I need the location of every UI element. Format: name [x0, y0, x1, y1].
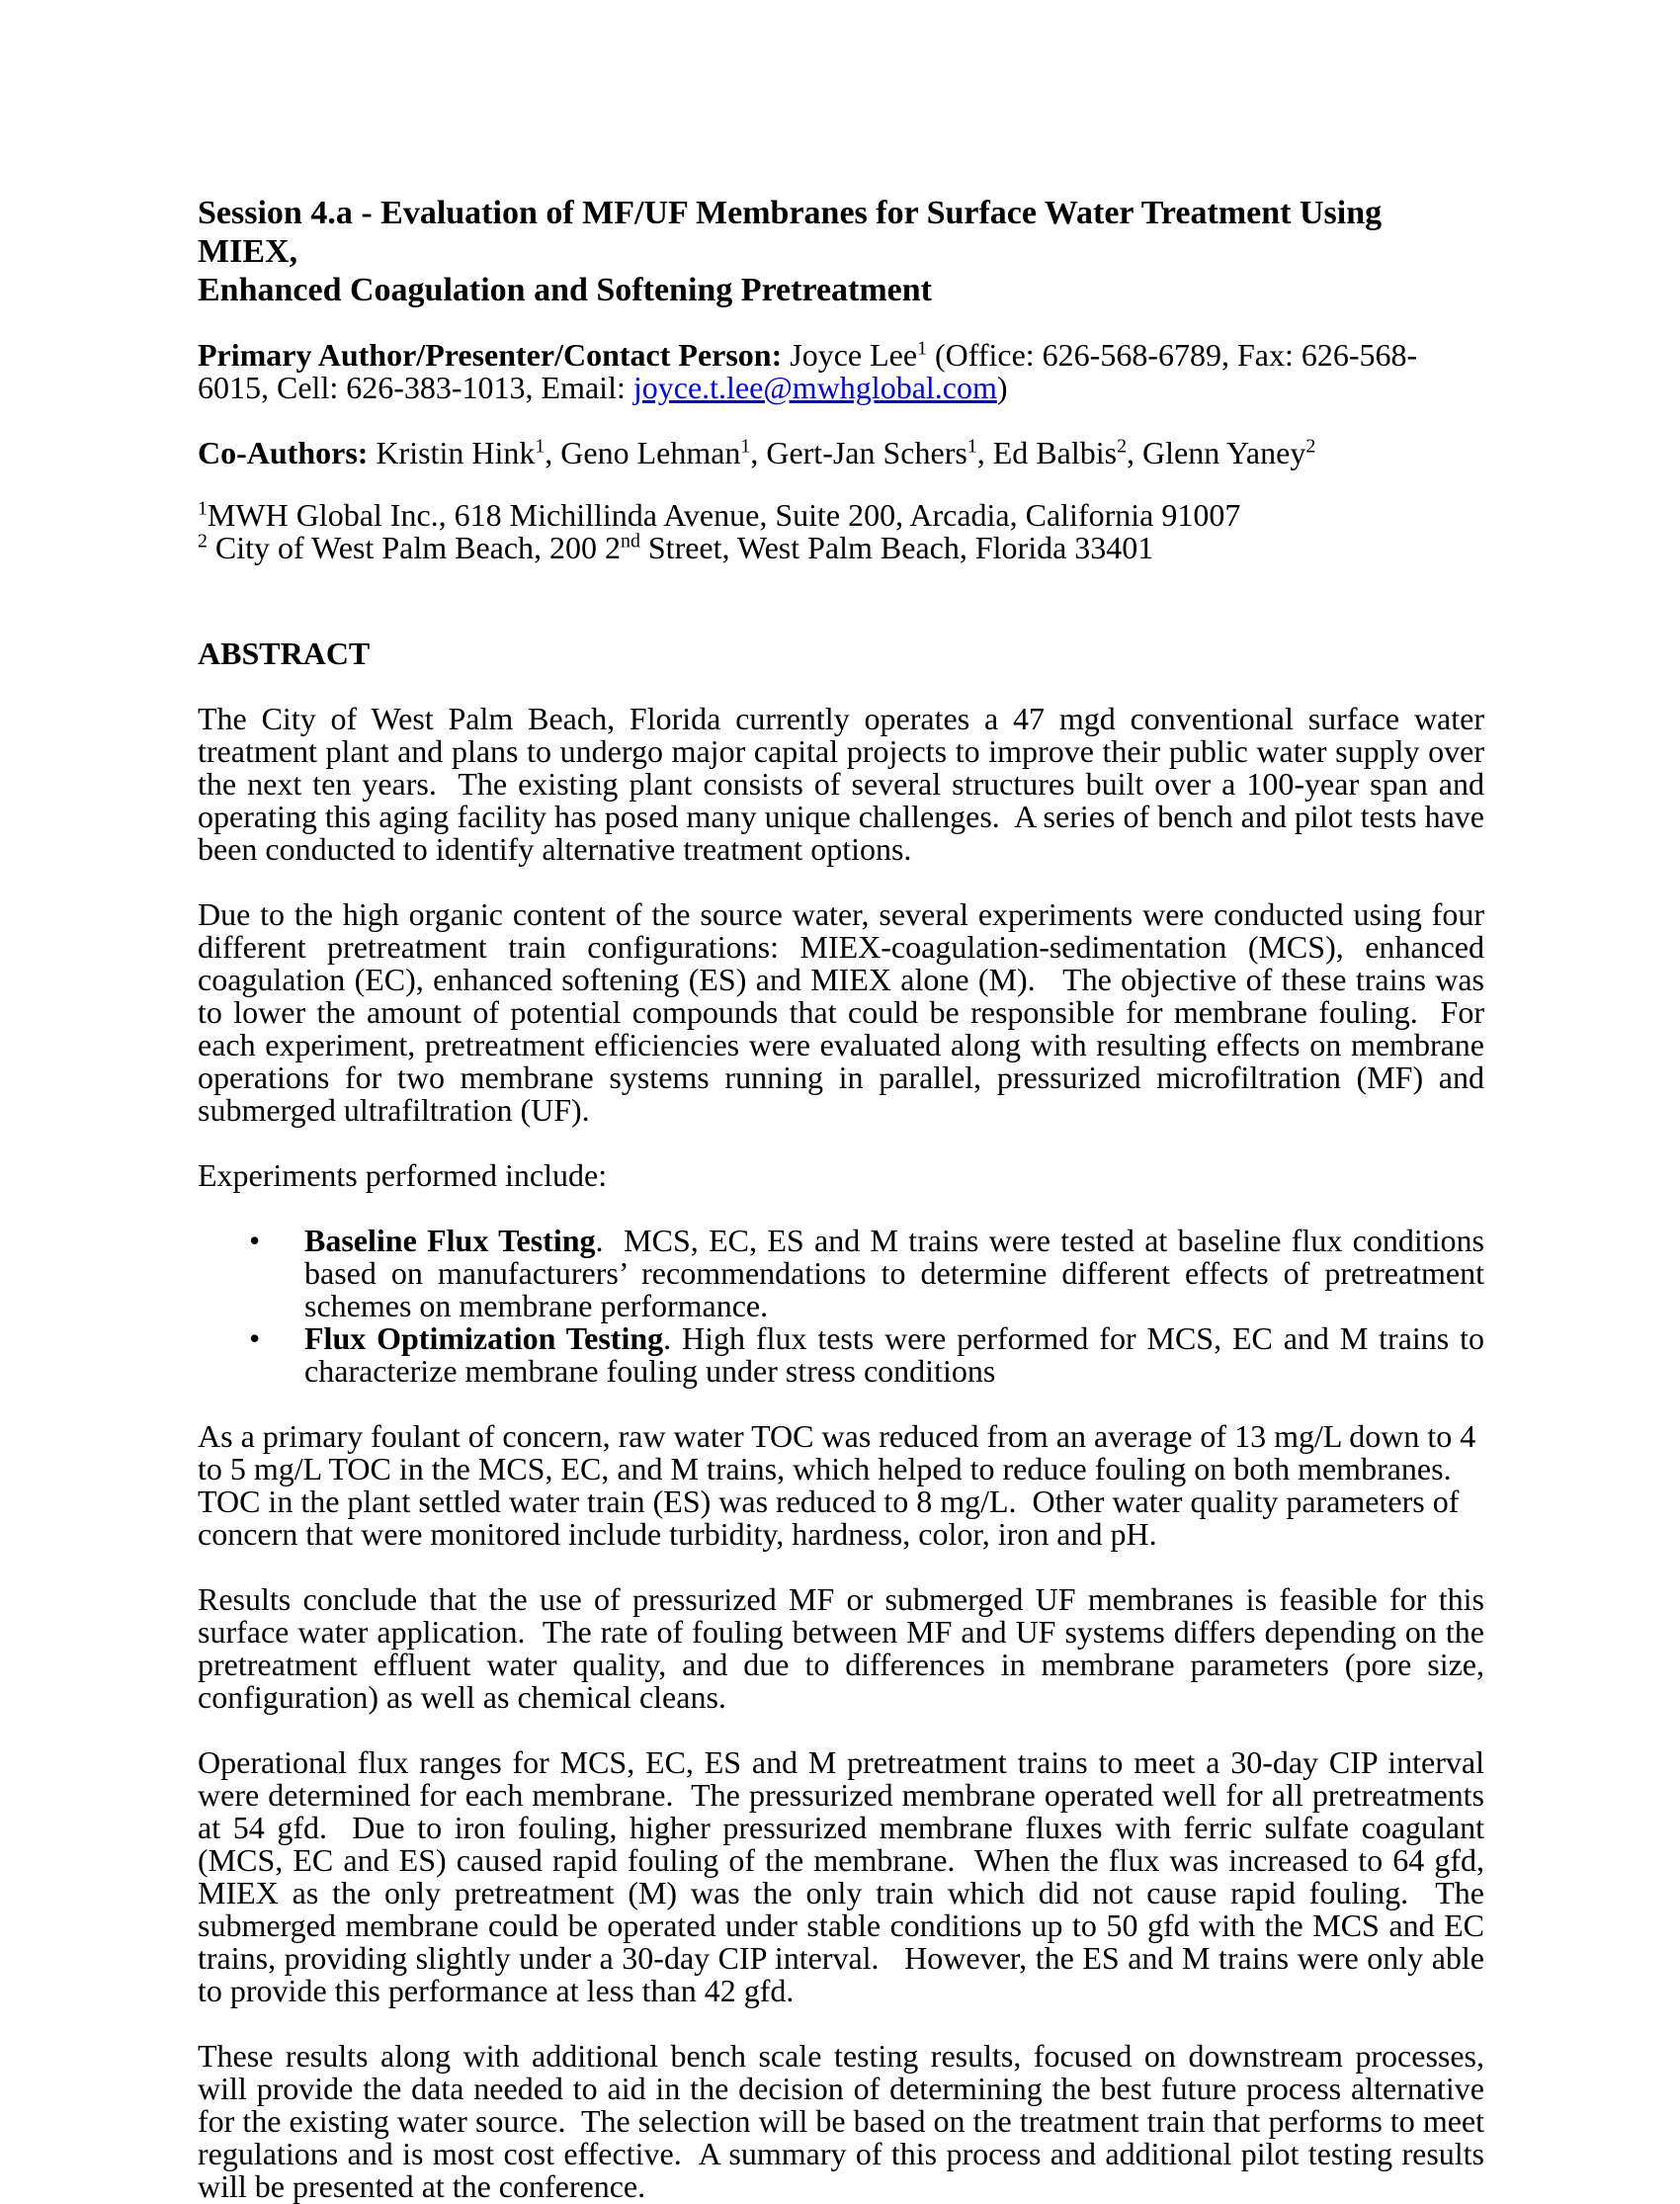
coauthor-name: , Geno Lehman [545, 435, 741, 470]
affiliation-1-superscript: 1 [198, 497, 208, 520]
coauthors-paragraph [198, 437, 1484, 469]
coauthor-name: , Glenn Yaney [1126, 435, 1306, 470]
document-title [198, 194, 1484, 309]
bullet-item-2-bold-lead: Flux Optimization Testing [304, 1320, 664, 1356]
abstract-paragraph-7: These results along with additional bench scale testing results, focused on downstream processes, will provide the data needed to aid in the decision of determining the best future process alternative for the existing water source. The selection will be based on the treatment train that performs to meet regulations and is most cost effective. A summary of this process and additional pilot testing results will be presented at the conference. [198, 2038, 1492, 2204]
bullet-item-baseline-flux [198, 1223, 1493, 1323]
affiliation-2 [198, 530, 1153, 565]
affiliation-2-ordinal-superscript: nd [621, 530, 640, 552]
experiments-intro: Experiments performed include: [198, 1157, 608, 1193]
bullet-item-1-bold-lead: Baseline Flux Testing [304, 1223, 596, 1258]
bullet-item-flux-optimization [198, 1320, 1493, 1389]
coauthor-superscript: 1 [535, 435, 546, 458]
primary-author-name: Joyce Lee [782, 337, 918, 373]
coauthor-name: , Ed Balbis [976, 435, 1118, 470]
coauthor-superscript: 2 [1117, 435, 1127, 458]
affiliation-1 [198, 497, 1240, 533]
bullet-item-2-text: . High flux tests were performed for MCS, EC and M trains to characterize membrane fouling under stress conditions [304, 1320, 1493, 1389]
affiliations-block [198, 499, 1484, 564]
email-link[interactable]: joyce.t.lee@mwhglobal.com [632, 370, 997, 405]
affiliation-2-superscript: 2 [198, 530, 208, 552]
abstract-paragraph-6: Operational flux ranges for MCS, EC, ES and M pretreatment trains to meet a 30-day CIP interval were determined for each membrane. The pressurized membrane operated well for all pretreatments at 54 gfd. Due to iron fouling, higher pressurized membrane fluxes with ferric sulfate coagulant (MCS, EC and ES) caused rapid fouling of the membrane. When the flux was increased to 64 gfd, MIEX as the only pretreatment (M) was the only train which did not cause rapid fouling. The submerged membrane could be operated under stable conditions up to 50 gfd with the MCS and EC trains, providing slightly under a 30-day CIP interval. However, the ES and M trains were only able to provide this performance at less than 42 gfd. [198, 1744, 1492, 2008]
page-content [198, 194, 1493, 2204]
affiliation-1-text: MWH Global Inc., 618 Michillinda Avenue, Suite 200, Arcadia, California 91007 [207, 497, 1241, 533]
document-title-line2: Enhanced Coagulation and Softening Pretreatment [198, 272, 933, 308]
experiments-bullet-list [198, 1223, 1493, 1389]
primary-author-paragraph [198, 339, 1484, 404]
abstract-paragraph-1: The City of West Palm Beach, Florida currently operates a 47 mgd conventional surface water treatment plant and plans to undergo major capital projects to improve their public water supply over the next ten years. The existing plant consists of several structures built over a 100-year span and operating this aging facility has posed many unique challenges. A series of bench and pilot tests have been conducted to identify alternative treatment options. [198, 701, 1492, 867]
document-title-line1: Session 4.a - Evaluation of MF/UF Membranes for Surface Water Treatment Using MIEX, [198, 195, 1383, 270]
bullet-marker-icon: • [249, 1223, 261, 1258]
primary-author-label: Primary Author/Presenter/Contact Person: [198, 337, 783, 373]
abstract-paragraph-2: Due to the high organic content of the source water, several experiments were conducted using four different pretreatment train configurations: MIEX-coagulation-sedimentation (MCS), enhanced coagulation (EC), enhanced softening (ES) and MIEX alone (M). The objective of these trains was to lower the amount of potential compounds that could be responsible for membrane fouling. For each experiment, pretreatment efficiencies were evaluated along with resulting effects on membrane operations for two membrane systems running in parallel, pressurized microfiltration (MF) and submerged ultrafiltration (UF). [198, 896, 1492, 1128]
coauthor-superscript: 2 [1305, 435, 1316, 458]
primary-author-contact-close: ) [996, 370, 1008, 405]
coauthor-name: Kristin Hink [368, 435, 536, 470]
coauthors-label: Co-Authors: [198, 435, 369, 470]
affiliation-2-text-after: Street, West Palm Beach, Florida 33401 [639, 530, 1154, 565]
coauthor-superscript: 1 [966, 435, 977, 458]
abstract-heading: ABSTRACT [198, 636, 371, 671]
abstract-paragraph-4: As a primary foulant of concern, raw water TOC was reduced from an average of 13 mg/L down to 4 to 5 mg/L TOC in the MCS, EC, and M trains, which helped to reduce fouling on both membranes. TOC in the plant settled water train (ES) was reduced to 8 mg/L. Other water quality parameters of concern that were monitored include turbidity, hardness, color, iron and pH. [198, 1418, 1484, 1552]
bullet-marker-icon: • [249, 1320, 261, 1356]
bullet-item-1-text: . MCS, EC, ES and M trains were tested at baseline flux conditions based on manufacturers’ recommendations to determine different effects of pretreatment schemes on membrane performance. [304, 1223, 1493, 1323]
coauthor-name: , Gert-Jan Schers [750, 435, 967, 470]
affiliation-2-text-before: City of West Palm Beach, 200 2 [207, 530, 622, 565]
abstract-paragraph-5: Results conclude that the use of pressurized MF or submerged UF membranes is feasible for this surface water application. The rate of fouling between MF and UF systems differs depending on the pretreatment effluent water quality, and due to differences in membrane parameters (pore size, configuration) as well as chemical cleans. [198, 1581, 1492, 1715]
primary-author-affiliation-superscript: 1 [917, 337, 927, 360]
primary-author-contact-info: (Office: 626-568-6789, Fax: 626-568-6015, Cell: 626-383-1013, Email: [198, 337, 1418, 405]
coauthor-superscript: 1 [740, 435, 751, 458]
